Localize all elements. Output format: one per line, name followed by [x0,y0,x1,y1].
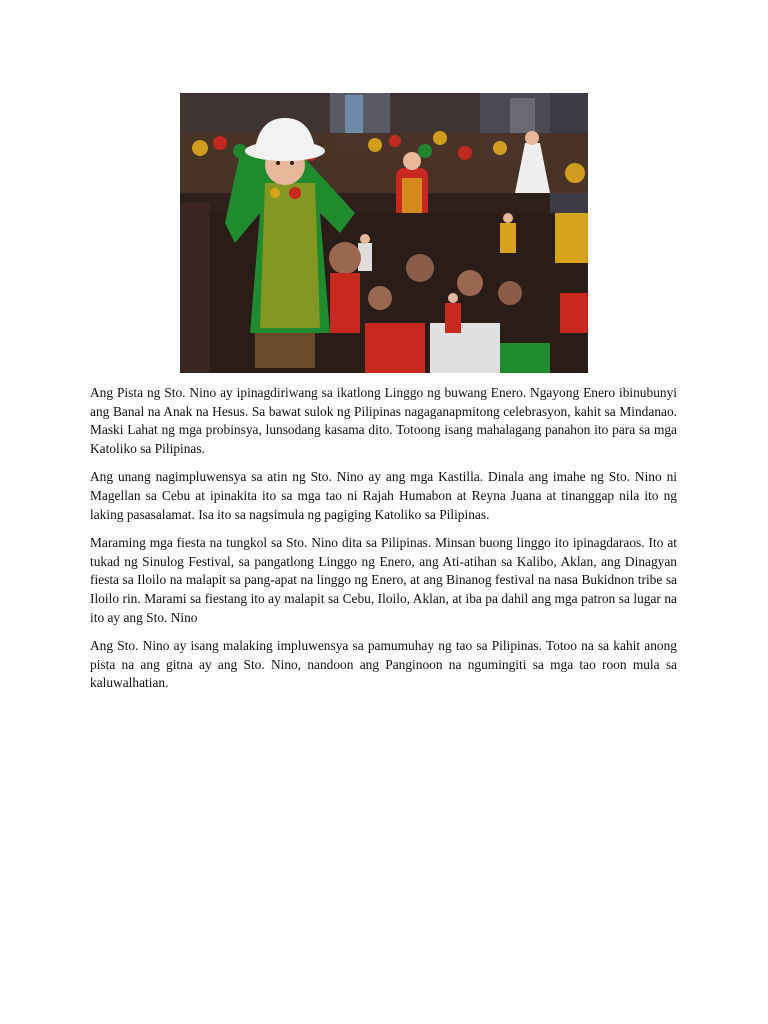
body-text [90,384,677,703]
paragraph-3: Maraming mga fiesta na tungkol sa Sto. Nino dita sa Pilipinas. Minsan buong linggo ito ipinagdaraos. Ito at tukad ng Sinulog Festival, sa pangatlong Linggo ng Enero, ang Ati-atihan sa Kalibo, Aklan, ang Dinagyan fiesta sa Iloilo na malapit sa pang-apat na linggo ng Enero, at ang Binanog festival na nasa Bukidnon tribe sa Iloilo rin. Marami sa fiestang ito ay malapit sa Cebu, Iloilo, Aklan, at iba pa dahil ang mga patron sa lugar na ito ay ang Sto. Nino [90,535,677,625]
festival-photo-image [180,93,588,373]
paragraph-1: Ang Pista ng Sto. Nino ay ipinagdiriwang sa ikatlong Linggo ng buwang Enero. Ngayong Enero ibinubunyi ang Banal na Anak na Hesus. Sa bawat sulok ng Pilipinas nagaganapmitong celebrasyon, kahit sa Mindanao. Maski Lahat ng mga probinsya, lunsodang kasama dito. Totoong isang mahalagang panahon ito para sa mga Katoliko sa Pilipinas. [90,385,677,456]
paragraph-4: Ang Sto. Nino ay isang malaking impluwensya sa pamumuhay ng tao sa Pilipinas. Totoo na sa kahit anong pista na ang gitna ay ang Sto. Nino, nandoon ang Panginoon na ngumingiti sa mga tao roon mula sa kaluwalhatian. [90,638,677,691]
paragraph-2: Ang unang nagimpluwensya sa atin ng Sto. Nino ay ang mga Kastilla. Dinala ang imahe ng Sto. Nino ni Magellan sa Cebu at ipinakita ito sa mga tao ni Rajah Humabon at Reyna Juana at tinanggap nila ito ng laking pasasalamat. Isa ito sa nagsimula ng pagiging Katoliko sa Pilipinas. [90,469,677,522]
festival-photo [180,93,588,373]
